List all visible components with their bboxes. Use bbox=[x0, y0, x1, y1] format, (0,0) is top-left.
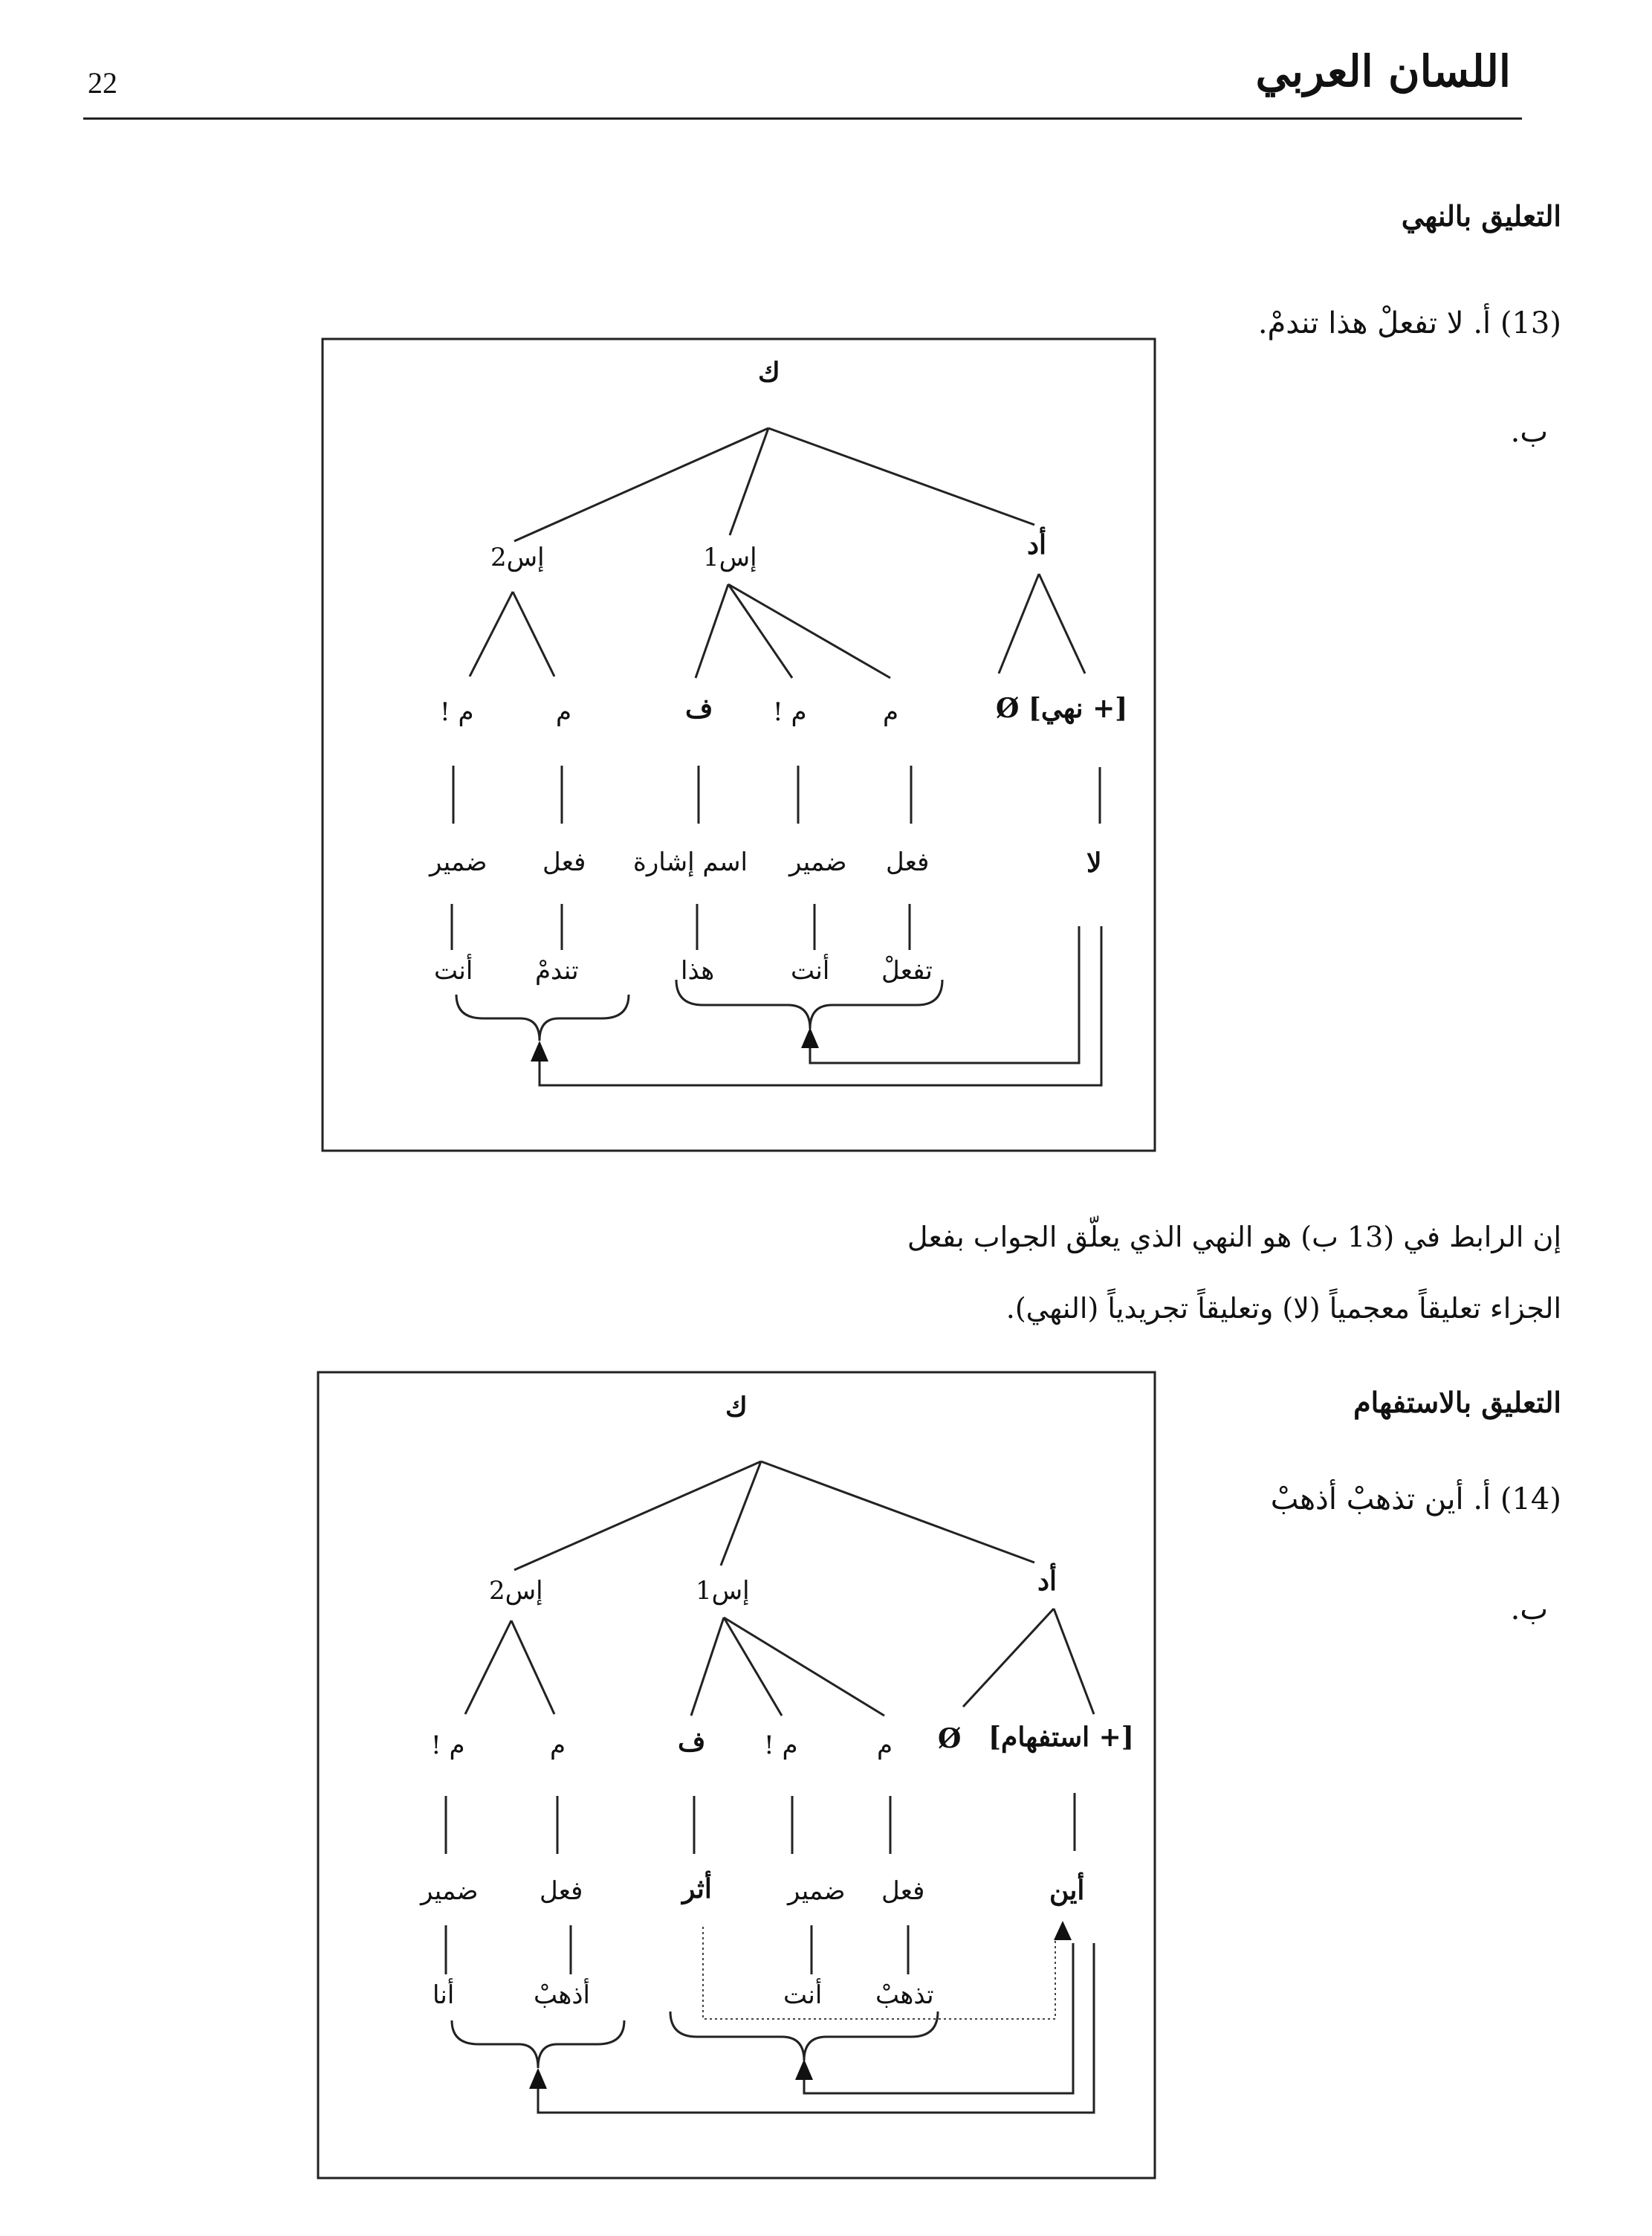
paragraph-line-1: إن الرابط في (13 ب) هو النهي الذي يعلّق الجواب بفعل bbox=[907, 1221, 1561, 1253]
d1-tandam: تندمْ bbox=[535, 956, 579, 986]
d2-is2: إس2 bbox=[489, 1576, 543, 1606]
example-13a: (13) أ. لا تفعلْ هذا تندمْ. bbox=[1257, 306, 1561, 340]
d1-ad: أد bbox=[1027, 529, 1047, 560]
example-14a: (14) أ. أين تذهبْ أذهبْ bbox=[1270, 1482, 1561, 1516]
d2-fi3l-1: فعل bbox=[881, 1876, 925, 1906]
d1-anta-1: أنت bbox=[791, 956, 830, 986]
d1-m-2: م bbox=[556, 697, 572, 727]
d2-tathhab: تذهبْ bbox=[875, 1980, 934, 2010]
page-number: 22 bbox=[88, 66, 117, 100]
d1-fi3l-2: فعل bbox=[542, 847, 586, 877]
d2-root: ك bbox=[725, 1392, 748, 1423]
d1-taf3al: تفعلْ bbox=[881, 956, 933, 986]
d2-m-excl-2: م ! bbox=[431, 1731, 465, 1760]
d1-damir-1: ضمير bbox=[789, 847, 847, 877]
d2-damir-2: ضمير bbox=[421, 1876, 479, 1906]
d1-root: ك bbox=[758, 357, 780, 388]
d1-nahy-feature: [+ نهي] Ø bbox=[996, 693, 1128, 724]
d1-anta-2: أنت bbox=[434, 956, 473, 986]
paragraph-line-2: الجزاء تعليقاً معجمياً (لا) وتعليقاً تجريدياً (النهي). bbox=[1005, 1292, 1561, 1325]
d1-hatha: هذا bbox=[681, 956, 715, 986]
section-heading-istifham: التعليق بالاستفهام bbox=[1353, 1386, 1561, 1419]
section-heading-nahy: التعليق بالنهي bbox=[1401, 199, 1561, 233]
d2-athhab: أذهبْ bbox=[534, 1980, 590, 2010]
d1-damir-2: ضمير bbox=[430, 847, 487, 877]
d1-f: ف bbox=[685, 693, 713, 724]
d1-fi3l-1: فعل bbox=[886, 847, 930, 877]
d1-m-3: م bbox=[883, 697, 899, 727]
example-13b-label: ب. bbox=[1510, 415, 1548, 449]
d2-istifham-feature: [+ استفهام] bbox=[988, 1722, 1134, 1753]
d2-fi3l-2: فعل bbox=[540, 1876, 583, 1906]
d1-is2: إس2 bbox=[490, 543, 545, 572]
d2-m-2: م bbox=[550, 1731, 566, 1760]
d2-f: ف bbox=[678, 1726, 706, 1757]
d2-anta: أنت bbox=[783, 1980, 823, 2010]
journal-title: اللسان العربي bbox=[1255, 46, 1511, 97]
example-14b-label: ب. bbox=[1510, 1592, 1548, 1626]
d2-damir-1: ضمير bbox=[788, 1876, 846, 1906]
d2-ana: أنا bbox=[433, 1980, 455, 2010]
d1-ism-ishara: اسم إشارة bbox=[633, 847, 748, 877]
d2-ad: أد bbox=[1037, 1565, 1057, 1597]
d2-is1: إس1 bbox=[696, 1576, 750, 1606]
d1-la: لا bbox=[1086, 847, 1102, 879]
d2-empty-set: Ø bbox=[938, 1723, 962, 1754]
d2-m-3: م bbox=[877, 1731, 893, 1760]
d1-is1: إس1 bbox=[703, 543, 757, 572]
d1-m-excl-2: م ! bbox=[440, 697, 474, 727]
d2-athar: أثر bbox=[682, 1873, 712, 1904]
d1-m-excl-1: م ! bbox=[773, 697, 807, 727]
d2-m-excl-1: م ! bbox=[764, 1731, 798, 1760]
d2-ayna: أين bbox=[1049, 1875, 1085, 1906]
